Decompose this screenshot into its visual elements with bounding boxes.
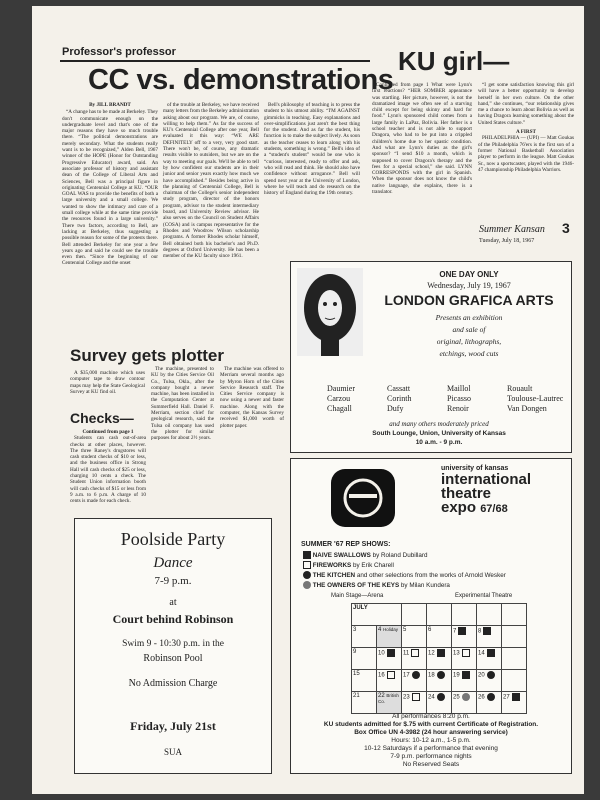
theatre-logo-icon xyxy=(329,467,397,529)
paper-name: Summer Kansan xyxy=(479,224,545,235)
shows-list xyxy=(301,551,563,591)
cal-holiday: Holiday xyxy=(383,627,399,632)
issue-date: Tuesday, July 18, 1967 xyxy=(479,238,535,244)
cal-day: 9 xyxy=(352,648,377,670)
kicker: Professor's professor xyxy=(62,46,176,58)
cal-day xyxy=(452,604,477,626)
grafica-venue: South Lounge, Union, University of Kansas xyxy=(372,430,506,437)
grafica-ad xyxy=(290,261,572,453)
cal-day: 27 xyxy=(502,692,527,714)
grafica-line1: ONE DAY ONLY xyxy=(439,270,499,279)
perf-hours: 7-9 p.m. performance nights xyxy=(390,753,472,760)
cal-day: 21 xyxy=(352,692,377,714)
artist: Carzou xyxy=(327,394,351,403)
survey-text-1: A $35,000 machine which uses computer tape to draw contour maps may help the State Geological Survey at KU find oil. xyxy=(70,370,145,395)
cal-day: 11 xyxy=(402,648,427,670)
grafica-tagline xyxy=(371,312,567,360)
grafica-title: LONDON GRAFICA ARTS xyxy=(384,292,554,308)
theatre-ad xyxy=(290,458,572,774)
cal-day xyxy=(427,604,452,626)
cal-day: 25 xyxy=(452,692,477,714)
cc-text-1: “A change has to be made at Berkeley. They don't communicate enough on the undergraduate level and that's one of the major reasons they have so much trouble there. “The political demonstrations are merely secondary. What the students really want is to be recognized,” Alden Bell, 1967 winner of the HOPE (Honor for Outstanding Progressive Educator) award, said. An associate professor of history and assistant dean of the College of Liberal Arts and Sciences, Bell was a principal figure in originating Centennial College at KU. “OUR GOAL WAS to provide the benefits of both a large university and a small college. We wanted to show the intimacy and care of a small college while at the same time provide the resources found in a large university.” There two factors, according to Bell, are lacking at Berkeley, thus suggesting a possible reason for some of the protests there. Bell attended Berkeley for one year a few years ago and said he could see the trouble even then. “Since the beginning of our Centennial College and the onset xyxy=(62,109,158,267)
artist: Renoir xyxy=(447,404,469,413)
legend-main: Main Stage—Arena xyxy=(331,593,384,599)
poolside-dance: Dance xyxy=(153,555,193,571)
show-by: by Roland Dubillard xyxy=(372,552,428,559)
cal-day: 5 xyxy=(402,626,427,648)
cal-day: 18 xyxy=(427,670,452,692)
kugirl-text-2: “I get some satisfaction knowing this girl will have a better opportunity to develop herself in her own culture. On the other hand,” she continues, “our relationship gives me a chance to learn about Bolivia as well as having Dragora learning something about the United States culture.” xyxy=(478,82,574,126)
cal-day: 16 xyxy=(377,670,402,692)
newspaper-page xyxy=(32,6,584,794)
cal-day: 12 xyxy=(427,648,452,670)
checks-cont: Continued from page 1 xyxy=(82,429,134,435)
artist: Daumier xyxy=(327,384,355,393)
shows-title: SUMMER '67 REP SHOWS: xyxy=(301,541,391,548)
cal-day: 26 xyxy=(477,692,502,714)
poolside-sponsor: SUA xyxy=(163,747,182,757)
grafica-more: and many others moderately priced xyxy=(389,420,489,428)
grafica-tag-1: Presents an exhibition xyxy=(435,313,503,322)
cal-day xyxy=(502,670,527,692)
show-item xyxy=(301,581,563,591)
artist: Cassatt xyxy=(387,384,411,393)
artist: Rouault xyxy=(507,384,533,393)
show-item xyxy=(301,551,563,561)
artist: Maillol xyxy=(447,384,471,393)
poolside-pool: Robinson Pool xyxy=(143,653,203,664)
grafica-date: Wednesday, July 19, 1967 xyxy=(427,281,511,290)
cal-month: JULY xyxy=(352,604,402,626)
checks-headline: Checks— xyxy=(70,410,134,426)
theatre-season: 67/68 xyxy=(480,503,508,515)
show-name: FIREWORKS xyxy=(312,562,352,569)
show-name: THE KITCHEN xyxy=(312,572,356,579)
cal-day xyxy=(402,604,427,626)
survey-col-3 xyxy=(220,366,284,430)
survey-col-2 xyxy=(151,366,214,443)
artist: Picasso xyxy=(447,394,471,403)
artist-list xyxy=(327,384,567,414)
show-item xyxy=(301,561,563,571)
grafica-hours: 10 a.m. - 9 p.m. xyxy=(415,439,463,446)
perf-time: All performances 8:20 p.m. xyxy=(392,713,470,720)
cc-col-1 xyxy=(62,102,158,268)
grafica-tag-3: original, lithographs, xyxy=(436,337,502,346)
kugirl-headline: KU girl— xyxy=(398,46,510,76)
byline: By JILL BRANDT xyxy=(89,102,131,108)
survey-col-1 xyxy=(70,370,145,396)
artist: Toulouse-Lautrec xyxy=(507,394,564,403)
page-number: 3 xyxy=(562,220,570,236)
portrait-image xyxy=(297,268,363,356)
cal-day: 19 xyxy=(452,670,477,692)
theatre-title-1: international xyxy=(441,471,532,488)
artist: Dufy xyxy=(387,404,404,413)
cal-day: 6 xyxy=(427,626,452,648)
cal-day: 23 xyxy=(402,692,427,714)
survey-text-3: The machine was offered to Merriam several months ago by Myron Horn of the Cities Service Research staff. The Cities Service company is now using a newer and faster machine. Along with the computer, the Kansas Survey received $1,000 worth of plotter paper. xyxy=(220,366,284,429)
cal-day: 17 xyxy=(402,670,427,692)
poolside-swim: Swim 9 - 10:30 p.m. in the xyxy=(122,639,224,649)
cal-day: 13 xyxy=(452,648,477,670)
show-name: THE OWNERS OF THE KEYS xyxy=(312,582,400,589)
admit-info: KU students admitted for $.75 with current Certificate of Registration. xyxy=(323,721,539,728)
cal-day: 8 xyxy=(477,626,502,648)
cal-day xyxy=(502,648,527,670)
brief-text: PHILADELPHIA — (UPI) — Matt Goukas of the Philadelphia 76'ers is the first son of a former National Basketball Association player to perform in the league. Matt Goukas Sr., now a sportscaster, played with the 1946-47 championship Philadelphia Warriors. xyxy=(478,135,574,173)
cal-day: 24 xyxy=(427,692,452,714)
legend-exp: Experimental Theatre xyxy=(455,593,513,599)
cal-day: 7 xyxy=(452,626,477,648)
theatre-info xyxy=(291,713,571,769)
cal-day xyxy=(502,626,527,648)
july-calendar xyxy=(351,603,527,714)
brief-title: A FIRST xyxy=(515,129,537,136)
theatre-title-2: theatre xyxy=(441,485,492,502)
artist: Van Dongen xyxy=(507,404,547,413)
show-by: by Milan Kundera xyxy=(400,582,450,589)
cal-day xyxy=(502,604,527,626)
cal-day: 15 xyxy=(352,670,377,692)
theatre-title-3: expo xyxy=(441,499,477,516)
theatre-univ: university of kansas xyxy=(441,465,509,472)
cal-british: British Co. xyxy=(378,693,399,704)
grafica-tag-2: and sale of xyxy=(452,325,486,334)
header-rule xyxy=(60,60,370,62)
sat-hours: 10-12 Saturdays if a performance that evening xyxy=(364,745,498,752)
cal-day xyxy=(477,604,502,626)
poolside-ad xyxy=(74,518,272,774)
cal-day: 4 Holiday xyxy=(377,626,402,648)
cal-day: 3 xyxy=(352,626,377,648)
survey-headline: Survey gets plotter xyxy=(70,346,224,365)
poolside-date: Friday, July 21st xyxy=(130,719,216,733)
grafica-tag-4: etchings, wood cuts xyxy=(439,349,499,358)
artist: Chagall xyxy=(327,404,352,413)
kugirl-col-2 xyxy=(478,82,574,174)
artist: Corinth xyxy=(387,394,412,403)
poolside-at: at xyxy=(169,597,177,608)
checks-col xyxy=(70,429,146,506)
cal-day: 14 xyxy=(477,648,502,670)
poolside-title: Poolside Party xyxy=(120,529,226,549)
box-hours: Hours: 10-12 a.m., 1-5 p.m. xyxy=(391,737,471,744)
poolside-time: 7-9 p.m. xyxy=(154,575,192,587)
cc-text-2: of the trouble at Berkeley, we have received many letters from the Berkeley administration asking about our program. We are, of course, willing to help them.” As far the success of KU's Centennial College after one year, Bell evaluated it this way: “WE ARE DEFINITELY off to a very, very good start. There won't be, of course, any dramatic results visible to outsiders, but we are on the way to meeting our goals. We'll be able to tell by how confident our students are in their junior and senior years exactly how much we have accomplished.” Besides being active in the planning of Centennial College, Bell is chairman of the College's senior independent study program, director of the honors program, advisor to the student intermediary board, and University Review advisor. He also serves on the Council on Student Affairs (COSA) and is campus representative for the Rhodes and Woodrow Wilson scholarship programs. A former Rhodes scholar himself, Bell obtained both his bachelor's and Ph.D. degrees at Oxford University. He has been a member of the KU faculty since 1961. xyxy=(163,102,259,260)
survey-text-2: The machine, presented to KU by the Cities Service Oil Co., Tulsa, Okla., after the company bought a newer machine, has been installed in the Computation Center at Summerfield Hall. Daniel F. Merriam, section chief for geological research, said the Tulsa oil company has used the plotter for similar purposes for about 2½ years. xyxy=(151,366,214,442)
kugirl-text-1: Continued from page 1 What were Lynn's first reactions? “HER SOMBER appearance was startling. Her picture, however, is not the dramatized image we often see of a starving child except for being skinny and hard for food.” Lynn's sponsored child comes from a large family in LaPaz, Bolivia. Her father is a school teacher and is not able to support Dragora, who had to be put into a crippled children's home due to her spastic condition. And what are Lynn's duties as the girl's sponsor? “I send $10 a month, which is supposed to cover Dragora's therapy and the fees for a special school,” she said. LYNN CORRESPONDS with the girl in Spanish. When the sponsor does not know the child's native language, she explains, there is a translator. xyxy=(372,82,472,196)
theatre-title xyxy=(441,473,531,516)
show-by: and other selections from the works of Arnold Wesker xyxy=(356,572,506,579)
cal-day: 10 xyxy=(377,648,402,670)
checks-text: Students can cash out-of-area checks at other places, however. The three Raney's drugstores will cash student checks of $10 or less, and the business office in Strong Hall will cash checks of $25 or less, charging 10 cents a check. The Student Union information booth will cash checks of $15 or less from 9 a.m. to 6 p.m. A charge of 10 cents is made for each check. xyxy=(70,435,146,505)
cc-headline: CC vs. demonstrations xyxy=(88,64,394,96)
box-office: Box Office UN 4-3982 (24 hour answering service) xyxy=(354,729,508,736)
poolside-place: Court behind Robinson xyxy=(112,612,234,626)
show-item xyxy=(301,571,563,581)
cal-day: 20 xyxy=(477,670,502,692)
cc-col-2 xyxy=(163,102,259,260)
cal-day: 22 British Co. xyxy=(377,692,402,714)
kugirl-col-1 xyxy=(372,82,472,196)
cc-col-3 xyxy=(264,102,360,197)
reserved: No Reserved Seats xyxy=(402,761,460,768)
show-name: NAIVE SWALLOWS xyxy=(312,552,371,559)
show-by: by Erik Charell xyxy=(352,562,394,569)
cc-text-3: Bell's philosophy of teaching is to press the student to his utmost ability. “I'M AGAINST gimmicks in teaching. Easy explanations and over-simplifications just aren't the best thing for the student. And as far the student, his function is to make the subject lively. As soon as the teacher ceases to learn along with his students, something is wrong.” Bell's idea of a “student's student” would be one who is “curious, interested, ready to offer and ask, who will read and think. He should also have confidence without arrogance.” Bell will spend next year at the University of London, where he will teach and do research on the history of England during the 19th century. xyxy=(264,102,360,197)
poolside-admission: No Admission Charge xyxy=(128,678,218,689)
